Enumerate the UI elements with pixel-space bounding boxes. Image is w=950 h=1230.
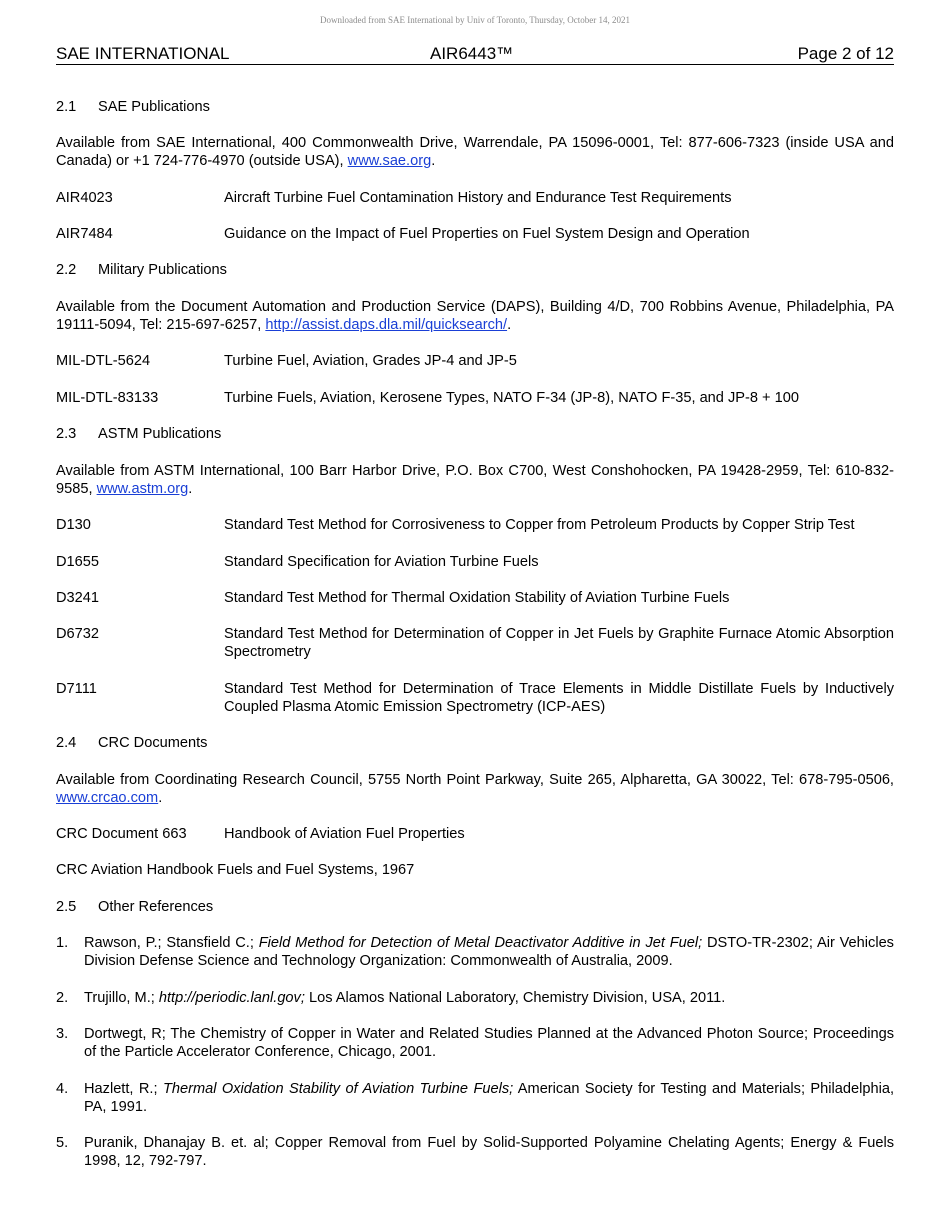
section-2-4-availability: Available from Coordinating Research Council, 5755 North Point Parkway, Suite 265, Alpharetta, GA 30022, Tel: 678-795-0506, www.crcao.com. bbox=[56, 772, 894, 806]
sae-link[interactable]: www.sae.org bbox=[347, 153, 432, 169]
section-heading-2-3: 2.3 ASTM Publications bbox=[56, 426, 222, 442]
header-page-number: Page 2 of 12 bbox=[797, 44, 894, 63]
crc-handbook-line: CRC Aviation Handbook Fuels and Fuel Systems, 1967 bbox=[56, 862, 415, 878]
header-org: SAE INTERNATIONAL bbox=[56, 44, 230, 63]
section-heading-2-2: 2.2 Military Publications bbox=[56, 262, 227, 278]
section-heading-2-5: 2.5 Other References bbox=[56, 899, 214, 915]
download-notice: Downloaded from SAE International by Univ of Toronto, Thursday, October 14, 2021 bbox=[320, 15, 630, 25]
section-2-3-availability: Available from ASTM International, 100 Barr Harbor Drive, P.O. Box C700, West Conshohocken, PA 19428-2959, Tel: 610-832-9585, www.astm.org. bbox=[56, 463, 894, 497]
section-2-2-availability: Available from the Document Automation and Production Service (DAPS), Building 4/D, 700 Robbins Avenue, Philadelphia, PA 19111-5094, Tel: 215-697-6257, http://assist.daps.dla.mil/quicksearch/. bbox=[56, 299, 894, 333]
crc-link[interactable]: www.crcao.com bbox=[56, 790, 159, 806]
section-heading-2-4: 2.4 CRC Documents bbox=[56, 735, 208, 751]
astm-link[interactable]: www.astm.org bbox=[96, 481, 189, 497]
daps-link[interactable]: http://assist.daps.dla.mil/quicksearch/ bbox=[265, 317, 508, 333]
header-doc-number: AIR6443™ bbox=[430, 44, 514, 63]
section-2-1-availability: Available from SAE International, 400 Commonwealth Drive, Warrendale, PA 15096-0001, Tel: 877-606-7323 (inside USA and Canada) or +1 724-776-4970 (outside USA), www.sae.org. bbox=[56, 135, 894, 169]
page-header bbox=[56, 44, 894, 65]
section-heading-2-1: 2.1 SAE Publications bbox=[56, 99, 210, 115]
